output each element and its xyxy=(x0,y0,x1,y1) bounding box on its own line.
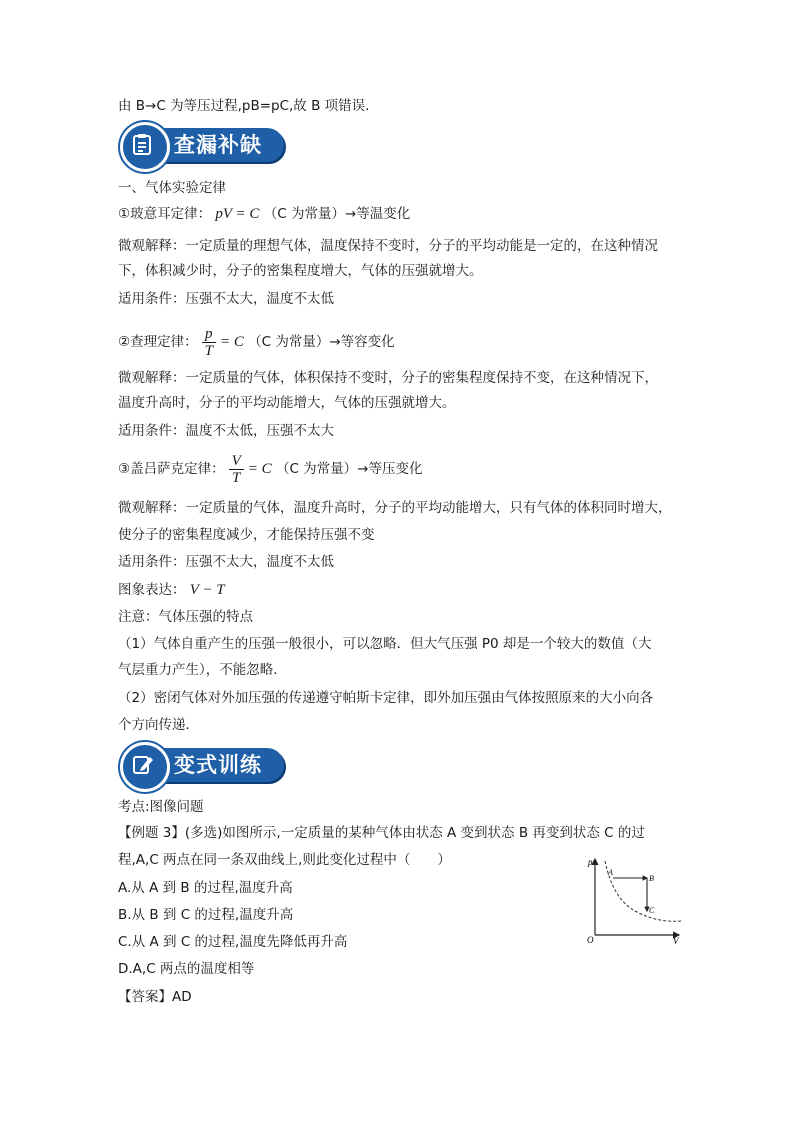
boyle-label: ①玻意耳定律： xyxy=(118,206,212,222)
charles-note: （C 为常量）→等容变化 xyxy=(248,334,395,350)
answer-line: 【答案】AD xyxy=(118,989,192,1005)
exam-point: 考点:图像问题 xyxy=(118,799,204,815)
graph-expr: V − T xyxy=(189,582,225,598)
section-banner-practice xyxy=(118,740,284,790)
gaylussac-note: （C 为常量）→等压变化 xyxy=(275,461,423,477)
notice-p2-line1: （2）密闭气体对外加压强的传递遵守帕斯卡定律，即外加压强由气体按照原来的大小向各 xyxy=(118,690,654,706)
section-banner-review xyxy=(118,120,284,170)
notice-title: 注意：气体压强的特点 xyxy=(118,609,253,625)
charles-micro-2: 温度升高时，分子的平均动能增大，气体的压强就增大。 xyxy=(118,395,456,411)
gaylussac-micro-1: 微观解释：一定质量的气体，温度升高时，分子的平均动能增大，只有气体的体积同时增大， xyxy=(118,500,672,516)
boyle-micro-2: 下，体积减少时，分子的密集程度增大，气体的压强就增大。 xyxy=(118,263,483,279)
charles-micro-1: 微观解释：一定质量的气体，体积保持不变时，分子的密集程度保持不变，在这种情况下， xyxy=(118,370,658,386)
boyle-note: （C 为常量）→等温变化 xyxy=(263,206,411,222)
gaylussac-micro-2: 使分子的密集程度减少，才能保持压强不变 xyxy=(118,527,375,543)
axis-label-v: V xyxy=(673,936,679,945)
axis-label-p: p xyxy=(588,857,593,867)
gaylussac-condition: 适用条件：压强不太大，温度不太低 xyxy=(118,554,334,570)
pv-diagram xyxy=(585,855,685,945)
point-label-c: C xyxy=(649,906,655,915)
intro-line: 由 B→C 为等压过程,pB=pC,故 B 项错误. xyxy=(118,98,370,114)
charles-condition: 适用条件：温度不太低，压强不太大 xyxy=(118,423,334,439)
gaylussac-law-line xyxy=(118,452,423,486)
boyle-law-line xyxy=(118,204,410,224)
boyle-micro-1: 微观解释：一定质量的理想气体，温度保持不变时，分子的平均动能是一定的，在这种情况 xyxy=(118,238,658,254)
gaylussac-formula: = C xyxy=(247,461,272,477)
notice-p1-line1: （1）气体自重产生的压强一般很小，可以忽略．但大气压强 P0 却是一个较大的数值（大 xyxy=(118,636,652,652)
charles-formula: = C xyxy=(219,334,244,350)
gaylussac-fraction: $\frac{V}{T}$ xyxy=(229,453,244,486)
charles-label: ②查理定律： xyxy=(118,334,198,350)
section-heading: 一、气体实验定律 xyxy=(118,180,226,196)
banner-title: 查漏补缺 xyxy=(174,133,262,157)
option-d: D.A,C 两点的温度相等 xyxy=(118,961,255,977)
option-c: C.从 A 到 C 的过程,温度先降低再升高 xyxy=(118,934,348,950)
banner-title: 变式训练 xyxy=(174,753,262,777)
notice-p2-line2: 个方向传递． xyxy=(118,717,199,733)
checklist-icon xyxy=(120,122,170,172)
example-line-1: 【例题 3】(多选)如图所示,一定质量的某种气体由状态 A 变到状态 B 再变到状态 C 的过 xyxy=(118,825,645,841)
graph-label: 图象表达： xyxy=(118,582,186,598)
notice-p1-line2: 气层重力产生），不能忽略． xyxy=(118,662,287,678)
charles-fraction: $\frac{p}{T}$ xyxy=(202,326,216,359)
option-b: B.从 B 到 C 的过程,温度升高 xyxy=(118,907,294,923)
pencil-icon xyxy=(120,742,170,792)
isotherm-curve xyxy=(605,861,681,921)
point-label-a: A xyxy=(608,868,613,877)
example-line-2: 程,A,C 两点在同一条双曲线上,则此变化过程中（ ） xyxy=(118,852,451,868)
gaylussac-label: ③盖吕萨克定律： xyxy=(118,461,225,477)
option-a: A.从 A 到 B 的过程,温度升高 xyxy=(118,880,293,896)
point-label-b: B xyxy=(649,874,654,883)
charles-law-line xyxy=(118,325,395,359)
origin-label: O xyxy=(587,935,594,945)
boyle-formula: pV = C xyxy=(215,206,260,222)
boyle-condition: 适用条件：压强不太大，温度不太低 xyxy=(118,291,334,307)
graph-expression-line xyxy=(118,580,225,600)
